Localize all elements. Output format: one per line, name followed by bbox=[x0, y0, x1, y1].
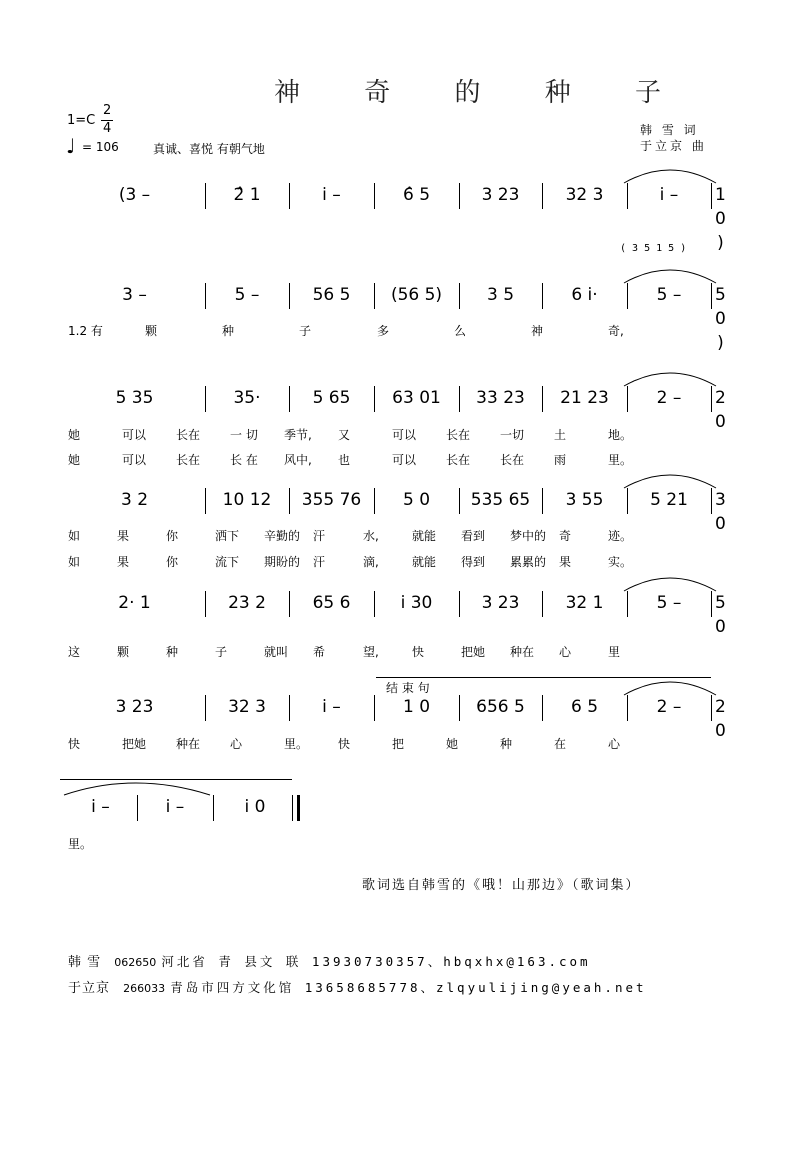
bar-line bbox=[374, 283, 375, 309]
measure: 5 0 bbox=[715, 593, 726, 637]
contact-code: 062650 bbox=[114, 956, 157, 969]
measure-line bbox=[60, 695, 726, 741]
measure: 32 1 bbox=[565, 593, 604, 613]
lyric-word: 快 bbox=[412, 645, 425, 659]
measure: 5 35 bbox=[115, 388, 154, 408]
measure: i̇ – bbox=[659, 185, 679, 205]
measure: 3 2 bbox=[120, 490, 149, 510]
lyric-word: 里。 bbox=[284, 737, 309, 751]
measure: 3 – bbox=[122, 285, 147, 305]
contact-details: 青岛市四方文化馆 13658685778、zlqyulijing@yeah.net bbox=[170, 980, 647, 995]
lyric-word: 心 bbox=[230, 737, 243, 751]
bar-line bbox=[459, 695, 460, 721]
contact-han-xue bbox=[68, 951, 591, 970]
bar-line bbox=[542, 488, 543, 514]
time-signature-top: 2 bbox=[103, 103, 112, 118]
lyric-word: 地。 bbox=[608, 428, 633, 442]
lyric-word: 果 bbox=[117, 555, 130, 569]
lyric-word: 长 在 bbox=[230, 453, 258, 467]
lyric-word: 望, bbox=[363, 645, 379, 659]
lyric-word: 她 bbox=[68, 453, 81, 467]
measure: 3 5 bbox=[486, 285, 515, 305]
lyric-word: 子 bbox=[215, 645, 228, 659]
bar-line bbox=[137, 795, 138, 821]
measure: 656 5 bbox=[476, 697, 525, 717]
bar-line bbox=[542, 695, 543, 721]
measure: i̇ – bbox=[91, 797, 110, 817]
bar-line-end-thin bbox=[292, 795, 293, 821]
lyricist-credit: 韩 雪 词 bbox=[640, 123, 699, 137]
lyric-word: 希 bbox=[313, 645, 326, 659]
lyric-word: 颗 bbox=[117, 645, 130, 659]
lyric-word: 里。 bbox=[68, 837, 93, 851]
lyric-word: 里。 bbox=[608, 453, 633, 467]
measure-line bbox=[60, 488, 726, 534]
lyric-word: 可以 bbox=[392, 428, 417, 442]
measure: 6̂ 5 bbox=[402, 185, 431, 205]
measure: i̇ – bbox=[322, 697, 341, 717]
time-signature-bottom: 4 bbox=[103, 121, 112, 136]
bar-line bbox=[205, 386, 206, 412]
lyric-line bbox=[68, 835, 718, 851]
lyric-word: 长在 bbox=[446, 428, 471, 442]
measure: 5 – bbox=[656, 593, 682, 613]
lyric-word: 种 bbox=[500, 737, 513, 751]
bar-line bbox=[374, 695, 375, 721]
lyric-word: 心 bbox=[608, 737, 621, 751]
measure: 3 55 bbox=[565, 490, 604, 510]
measure-line bbox=[60, 591, 726, 637]
lyric-word: 奇 bbox=[559, 529, 572, 543]
bar-line bbox=[374, 591, 375, 617]
ending-bracket bbox=[376, 677, 711, 678]
measure: 3 23 bbox=[481, 185, 520, 205]
lyric-word: 快 bbox=[338, 737, 351, 751]
contact-name: 韩 雪 bbox=[68, 955, 102, 970]
lyric-word: 多 bbox=[377, 324, 390, 338]
bar-line bbox=[289, 183, 290, 209]
lyric-word: 她 bbox=[446, 737, 459, 751]
measure: 355 76 bbox=[301, 490, 362, 510]
measure: 2 0 bbox=[715, 697, 726, 741]
bar-line bbox=[205, 591, 206, 617]
lyric-word: 你 bbox=[166, 529, 179, 543]
lyric-word: 种在 bbox=[510, 645, 535, 659]
measure: i̇ – bbox=[322, 185, 341, 205]
measure: i̇ – bbox=[165, 797, 185, 817]
lyric-word: 辛勤的 bbox=[264, 529, 301, 543]
slur-arc bbox=[620, 265, 720, 285]
bar-line bbox=[459, 488, 460, 514]
measure: 5 – bbox=[234, 285, 260, 305]
bar-line bbox=[374, 183, 375, 209]
lyric-word: 你 bbox=[166, 555, 179, 569]
measure: 5 65 bbox=[312, 388, 351, 408]
bar-line bbox=[542, 183, 543, 209]
lyric-word: 期盼的 bbox=[264, 555, 301, 569]
bar-line bbox=[627, 488, 628, 514]
bar-line bbox=[542, 386, 543, 412]
lyric-line bbox=[68, 643, 718, 659]
source-note: 歌词选自韩雪的《哦！山那边》（歌词集） bbox=[362, 878, 641, 893]
score-row bbox=[60, 677, 726, 741]
quarter-note-icon: ♩ bbox=[66, 134, 76, 158]
measure-line bbox=[60, 795, 720, 819]
lyric-word: 里 bbox=[608, 645, 621, 659]
measure: 32 3 bbox=[228, 697, 266, 717]
measure-line bbox=[60, 386, 726, 432]
measure: 5 – bbox=[656, 285, 682, 305]
bar-line bbox=[459, 591, 460, 617]
slur-arc bbox=[620, 165, 720, 185]
bar-line bbox=[205, 183, 206, 209]
lyric-word: 一切 bbox=[500, 428, 525, 442]
measure: 21 23 bbox=[560, 388, 609, 408]
lyric-line bbox=[68, 426, 718, 442]
tempo-value: = 106 bbox=[82, 140, 119, 154]
bar-line bbox=[627, 283, 628, 309]
lyric-word: 长在 bbox=[500, 453, 525, 467]
lyric-word: 果 bbox=[559, 555, 572, 569]
lyric-word: 长在 bbox=[446, 453, 471, 467]
bar-line bbox=[374, 488, 375, 514]
bar-line bbox=[459, 183, 460, 209]
bar-line bbox=[459, 386, 460, 412]
lyric-word: 把她 bbox=[461, 645, 486, 659]
measure: 1 0 ) bbox=[715, 185, 726, 253]
parenthetical-notes: ( 3 5 1 5 ) bbox=[620, 243, 687, 254]
measure: 10 12 bbox=[222, 490, 272, 510]
bar-line bbox=[627, 591, 628, 617]
lyric-word: 把她 bbox=[122, 737, 147, 751]
score-row bbox=[60, 777, 720, 837]
lyric-word: 快 bbox=[68, 737, 81, 751]
lyric-word: 季节, bbox=[284, 428, 312, 442]
score-row bbox=[60, 573, 726, 637]
lyric-word: 流下 bbox=[215, 555, 240, 569]
lyric-word: 梦中的 bbox=[510, 529, 547, 543]
lyric-word: 神 bbox=[531, 324, 544, 338]
bar-line bbox=[289, 591, 290, 617]
lyric-word: 滴, bbox=[363, 555, 379, 569]
lyric-word: 种 bbox=[166, 645, 179, 659]
measure: 3 23 bbox=[481, 593, 520, 613]
lyric-word: 汗 bbox=[313, 555, 326, 569]
bar-line-end bbox=[711, 386, 712, 412]
measure: 32 3 bbox=[565, 185, 604, 205]
measure: 2 0 bbox=[715, 388, 726, 432]
bar-line bbox=[289, 283, 290, 309]
lyric-word: 土 bbox=[554, 428, 567, 442]
bar-line bbox=[542, 591, 543, 617]
bar-line bbox=[205, 695, 206, 721]
lyric-word: 水, bbox=[363, 529, 379, 543]
lyric-word: 汗 bbox=[313, 529, 326, 543]
lyric-line bbox=[68, 553, 718, 569]
lyric-word: 1.2 有 bbox=[68, 324, 103, 338]
measure: i̇ 30 bbox=[400, 593, 433, 613]
measure: 3 0 bbox=[715, 490, 726, 534]
bar-line bbox=[627, 386, 628, 412]
bar-line bbox=[289, 488, 290, 514]
measure: (56 5) bbox=[390, 285, 443, 305]
lyric-word: 实。 bbox=[608, 555, 633, 569]
bar-line-end bbox=[711, 695, 712, 721]
bar-line bbox=[627, 695, 628, 721]
lyric-word: 可以 bbox=[392, 453, 417, 467]
measure: 2 – bbox=[656, 697, 682, 717]
lyric-line bbox=[68, 735, 718, 751]
lyric-word: 也 bbox=[338, 453, 351, 467]
lyric-word: 一 切 bbox=[230, 428, 258, 442]
bracket-line bbox=[60, 779, 292, 780]
lyric-word: 迹。 bbox=[608, 529, 633, 543]
lyric-word: 么 bbox=[454, 324, 467, 338]
lyric-word: 可以 bbox=[122, 428, 147, 442]
measure: 5 21 bbox=[650, 490, 688, 510]
lyric-word: 如 bbox=[68, 529, 81, 543]
lyric-word: 长在 bbox=[176, 428, 201, 442]
measure: i̇ 0 bbox=[244, 797, 266, 817]
lyric-word: 得到 bbox=[461, 555, 486, 569]
lyric-line bbox=[68, 322, 718, 338]
bar-line-end bbox=[711, 591, 712, 617]
slur-arc bbox=[620, 470, 720, 490]
lyric-word: 在 bbox=[554, 737, 567, 751]
slur-arc bbox=[620, 677, 720, 697]
contact-name: 于立京 bbox=[68, 981, 111, 996]
key-signature: 1=C bbox=[67, 113, 96, 128]
lyric-word: 心 bbox=[559, 645, 572, 659]
mood-marking: 真诚、喜悦 有朝气地 bbox=[153, 142, 265, 156]
measure: 63 01 bbox=[392, 388, 441, 408]
slur-arc bbox=[620, 368, 720, 388]
bar-line bbox=[205, 488, 206, 514]
measure: 5 0 ) bbox=[715, 285, 726, 353]
slur-arc bbox=[620, 573, 720, 593]
lyric-word: 风中, bbox=[284, 453, 312, 467]
contact-details: 河北省 青 县文 联 13930730357、hbqxhx@163.com bbox=[161, 954, 591, 969]
score-row bbox=[60, 368, 726, 432]
measure: 23 2 bbox=[228, 593, 266, 613]
measure: 56 5 bbox=[312, 285, 351, 305]
bar-line bbox=[289, 386, 290, 412]
lyric-word: 雨 bbox=[554, 453, 567, 467]
contact-code: 266033 bbox=[123, 982, 166, 995]
score-row bbox=[60, 470, 726, 534]
bar-line-end bbox=[711, 283, 712, 309]
lyric-word: 把 bbox=[392, 737, 405, 751]
bar-line bbox=[374, 386, 375, 412]
slur-arc bbox=[60, 777, 300, 797]
lyric-word: 洒下 bbox=[215, 529, 240, 543]
lyric-word: 可以 bbox=[122, 453, 147, 467]
measure: 65 6 bbox=[312, 593, 351, 613]
lyric-word: 如 bbox=[68, 555, 81, 569]
lyric-word: 看到 bbox=[461, 529, 486, 543]
measure: 2̂ 1 bbox=[233, 185, 261, 205]
lyric-word: 就能 bbox=[412, 529, 437, 543]
measure: 2· 1 bbox=[118, 593, 151, 613]
composer-credit: 于立京 曲 bbox=[640, 139, 707, 153]
bar-line bbox=[627, 183, 628, 209]
lyric-word: 就叫 bbox=[264, 645, 289, 659]
bar-line bbox=[213, 795, 214, 821]
bar-line-end bbox=[297, 795, 300, 821]
measure: 535 65 bbox=[470, 490, 531, 510]
ending-label: 结 束 句 bbox=[386, 681, 430, 695]
lyric-line bbox=[68, 451, 718, 467]
measure: 2 – bbox=[656, 388, 682, 408]
measure: 6 5 bbox=[570, 697, 599, 717]
lyric-word: 颗 bbox=[145, 324, 158, 338]
measure: 5 0 bbox=[402, 490, 431, 510]
lyric-word: 种 bbox=[222, 324, 235, 338]
lyric-word: 种在 bbox=[176, 737, 201, 751]
lyric-word: 累累的 bbox=[510, 555, 547, 569]
measure: 33 23 bbox=[476, 388, 525, 408]
contact-yu-lijing bbox=[68, 977, 647, 996]
lyric-word: 就能 bbox=[412, 555, 437, 569]
measure: (3 – bbox=[118, 185, 151, 205]
lyric-word: 又 bbox=[338, 428, 351, 442]
bar-line bbox=[205, 283, 206, 309]
lyric-word: 果 bbox=[117, 529, 130, 543]
lyric-word: 长在 bbox=[176, 453, 201, 467]
song-title: 神 奇 的 种 子 bbox=[274, 78, 690, 108]
bar-line bbox=[542, 283, 543, 309]
lyric-word: 奇, bbox=[608, 324, 624, 338]
lyric-word: 子 bbox=[299, 324, 312, 338]
measure: 3 23 bbox=[115, 697, 154, 717]
bar-line-end bbox=[711, 183, 712, 209]
lyric-line bbox=[68, 527, 718, 543]
lyric-word: 她 bbox=[68, 428, 81, 442]
bar-line bbox=[289, 695, 290, 721]
measure: 6 i̇· bbox=[571, 285, 598, 305]
lyric-word: 这 bbox=[68, 645, 81, 659]
measure: 35· bbox=[233, 388, 261, 408]
measure: 1 0 bbox=[402, 697, 431, 717]
bar-line-end bbox=[711, 488, 712, 514]
bar-line bbox=[459, 283, 460, 309]
